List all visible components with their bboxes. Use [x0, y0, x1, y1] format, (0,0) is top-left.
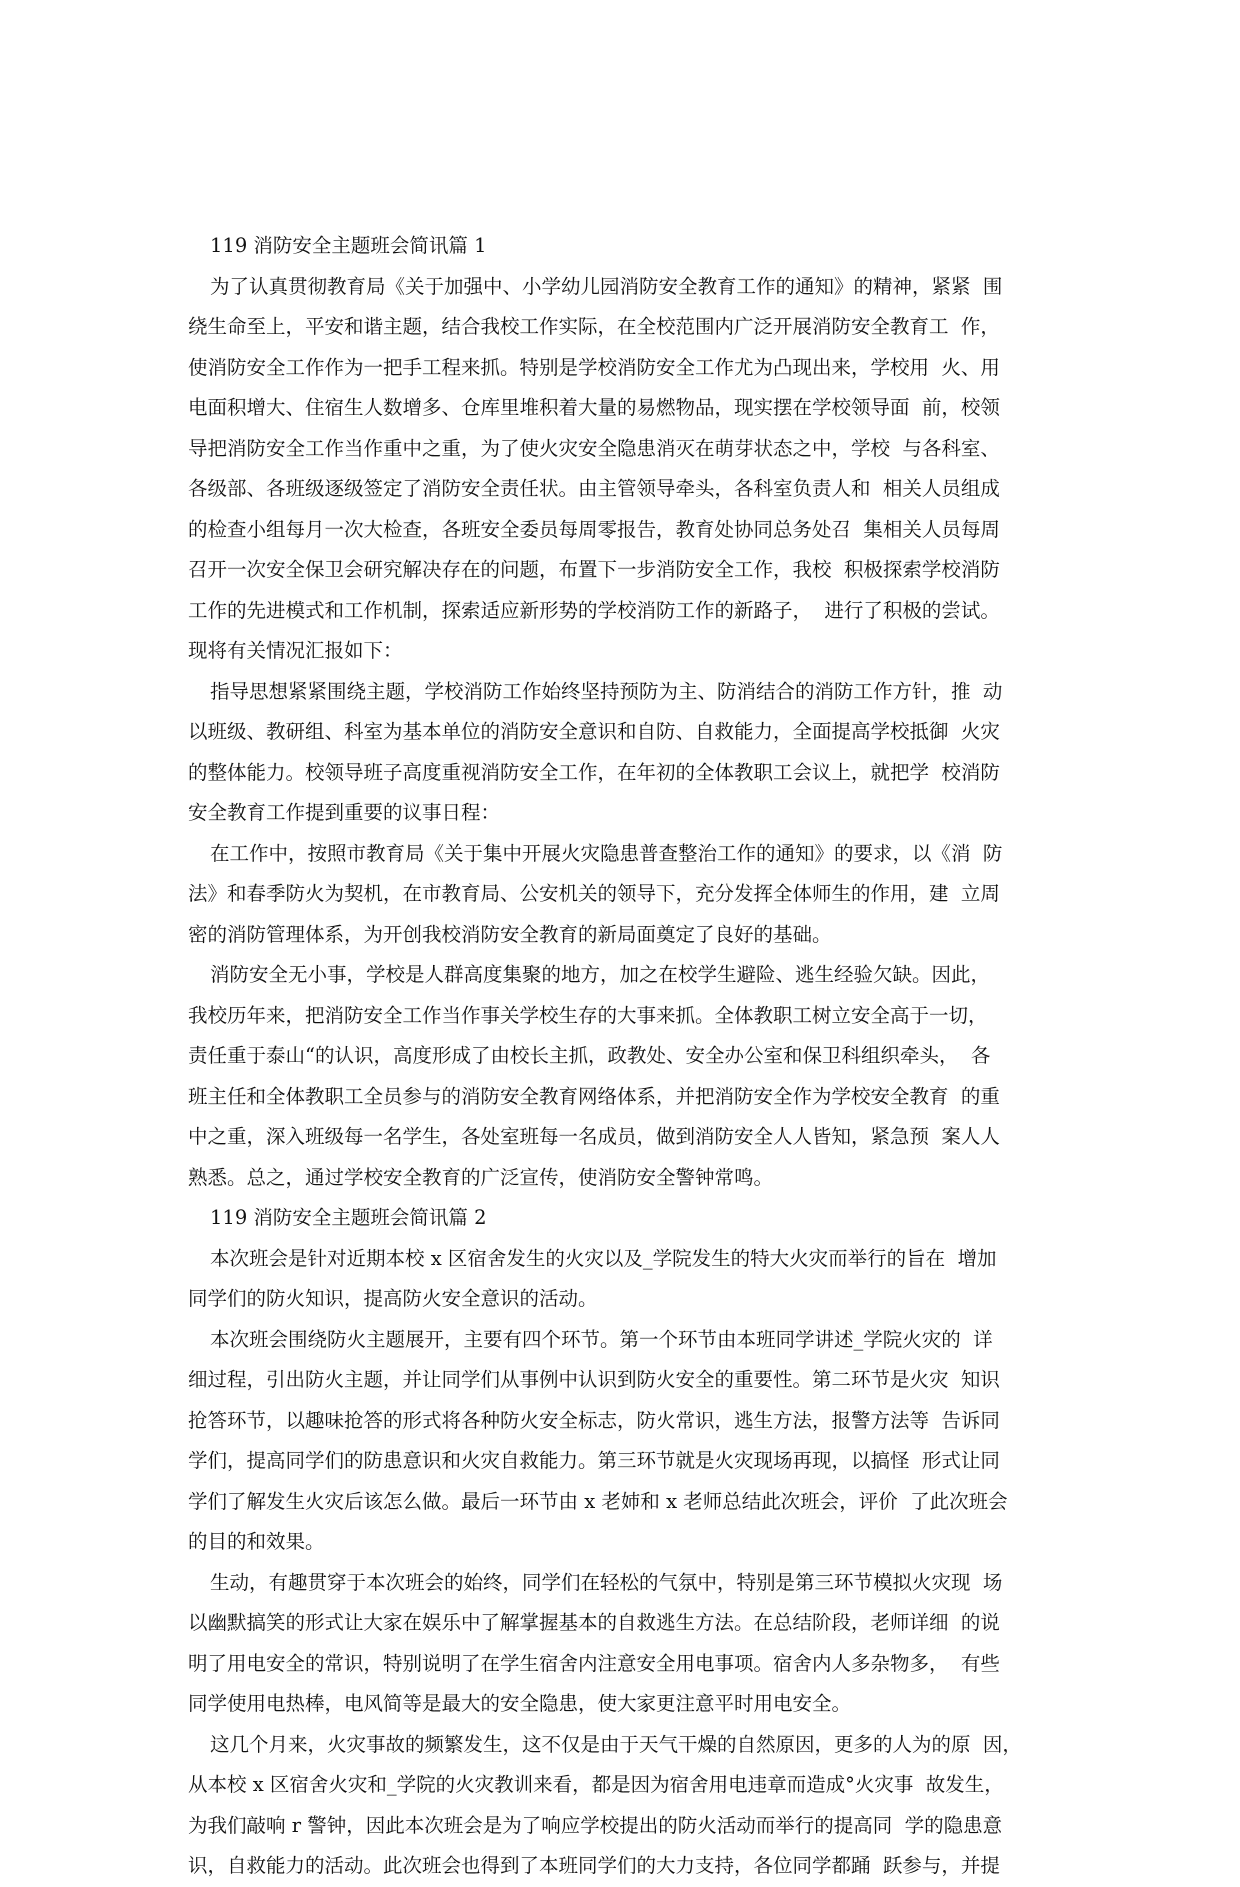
paragraph — [188, 834, 1058, 956]
paragraph — [188, 1563, 1058, 1725]
paragraph — [188, 1725, 1058, 1887]
heading-text: 119 消防安全主题班会简讯篇 2 — [210, 1206, 487, 1229]
paragraph — [188, 955, 1058, 1198]
paragraph-line: 细过程，引出防火主题，并让同学们从事例中认识到防火安全的重要性。第二环节是火灾 知识 — [188, 1368, 1000, 1391]
paragraph — [188, 1239, 1058, 1320]
paragraph-line: 本次班会是针对近期本校 x 区宿舍发生的火灾以及_学院发生的特大火灾而举行的旨在 增加 — [210, 1246, 997, 1270]
paragraph-line: 法》和春季防火为契机，在市教育局、公安机关的领导下，充分发挥全体师生的作用，建 立周 — [188, 882, 1000, 905]
paragraph-line: 识，自救能力的活动。此次班会也得到了本班同学们的大力支持，各位同学都踊 跃参与，并提 — [188, 1854, 1000, 1877]
paragraph-line: 指导思想紧紧围绕主题，学校消防工作始终坚持预防为主、防消结合的消防工作方针，推 动 — [210, 679, 1003, 703]
paragraph-line: 使消防安全工作作为一把手工程来抓。特别是学校消防安全工作尤为凸现出来，学校用 火、用 — [188, 355, 1000, 379]
paragraph-line: 责任重于泰山“的认识，高度形成了由校长主抓，政教处、安全办公室和保卫科组织牵头， 各 — [188, 1044, 991, 1067]
paragraph-line: 的目的和效果。 — [188, 1530, 325, 1553]
paragraph-line: 同学们的防火知识，提高防火安全意识的活动。 — [188, 1287, 598, 1310]
paragraph — [188, 1320, 1058, 1563]
paragraph-line: 召开一次安全保卫会研究解决存在的问题，布置下一步消防安全工作，我校 积极探索学校消防 — [188, 558, 1000, 581]
paragraph-line: 安全教育工作提到重要的议事日程： — [188, 801, 501, 824]
paragraph-line: 工作的先进模式和工作机制，探索适应新形势的学校消防工作的新路子， 进行了积极的尝试。 — [188, 598, 1000, 622]
paragraph-line: 中之重，深入班级每一名学生，各处室班每一名成员，做到消防安全人人皆知，紧急预 案人人 — [188, 1125, 1000, 1148]
paragraph-line: 熟悉。总之，通过学校安全教育的广泛宣传，使消防安全警钟常鸣。 — [188, 1165, 774, 1189]
heading-text: 119 消防安全主题班会简讯篇 1 — [210, 234, 487, 257]
paragraph-line: 这几个月来，火灾事故的频繁发生，这不仅是由于天气干燥的自然原因，更多的人为的原 因， — [210, 1732, 1022, 1756]
paragraph-line: 现将有关情况汇报如下： — [188, 639, 403, 662]
paragraph-line: 绕生命至上，平安和谐主题，结合我校工作实际，在全校范围内广泛开展消防安全教育工 作， — [188, 315, 1000, 338]
paragraph-line: 生动，有趣贯穿于本次班会的始终，同学们在轻松的气氛中，特别是第三环节模拟火灾现 场 — [210, 1570, 1003, 1594]
paragraph-line: 电面积增大、住宿生人数增多、仓库里堆积着大量的易燃物品，现实摆在学校领导面 前，校领 — [188, 396, 1000, 419]
paragraph-line: 各级部、各班级逐级签定了消防安全责任状。由主管领导牵头，各科室负责人和 相关人员组成 — [188, 477, 1000, 500]
paragraph-line: 学们，提高同学们的防患意识和火灾自救能力。第三环节就是火灾现场再现，以搞怪 形式让同 — [188, 1449, 1000, 1472]
paragraph-line: 我校历年来，把消防安全工作当作事关学校生存的大事来抓。全体教职工树立安全高于一切， — [188, 1003, 988, 1027]
paragraph-line: 同学使用电热棒，电风简等是最大的安全隐患，使大家更注意平时用电安全。 — [188, 1692, 852, 1715]
paragraph — [188, 267, 1058, 672]
paragraph-line: 明了用电安全的常识，特别说明了在学生宿舍内注意安全用电事项。宿舍内人多杂物多， 有些 — [188, 1651, 1000, 1675]
paragraph-line: 的整体能力。校领导班子高度重视消防安全工作，在年初的全体教职工会议上，就把学 校消防 — [188, 760, 1000, 784]
section-heading — [188, 1198, 1058, 1239]
paragraph-line: 密的消防管理体系，为开创我校消防安全教育的新局面奠定了良好的基础。 — [188, 922, 832, 946]
paragraph — [188, 672, 1058, 834]
section-heading — [188, 226, 1058, 267]
paragraph-line: 为我们敲响 r 警钟，因此本次班会是为了响应学校提出的防火活动而举行的提高同 学的隐患意 — [188, 1813, 1003, 1837]
paragraph-line: 抢答环节，以趣味抢答的形式将各种防火安全标志，防火常识，逃生方法，报警方法等 告诉同 — [188, 1408, 1000, 1432]
paragraph-line: 为了认真贯彻教育局《关于加强中、小学幼儿园消防安全教育工作的通知》的精神，紧紧 围 — [210, 274, 1003, 298]
paragraph-line: 从本校 x 区宿舍火灾和_学院的火灾教训来看，都是因为宿舍用电违章而造成°火灾事 故发生， — [188, 1773, 1004, 1796]
paragraph-line: 以班级、教研组、科室为基本单位的消防安全意识和自防、自救能力，全面提高学校抵御 火灾 — [188, 720, 1000, 743]
paragraph-line: 导把消防安全工作当作重中之重，为了使火灾安全隐患消灭在萌芽状态之中，学校 与各科室、 — [188, 436, 1000, 460]
paragraph-line: 以幽默搞笑的形式让大家在娱乐中了解掌握基本的自救逃生方法。在总结阶段，老师详细 的说 — [188, 1611, 1000, 1634]
paragraph-line: 本次班会围绕防火主题展开，主要有四个环节。第一个环节由本班同学讲述_学院火灾的 详 — [210, 1327, 993, 1351]
paragraph-line: 的检查小组每月一次大检查，各班安全委员每周零报告，教育处协同总务处召 集相关人员每周 — [188, 517, 1000, 541]
paragraph-line: 在工作中，按照市教育局《关于集中开展火灾隐患普查整治工作的通知》的要求，以《消 防 — [210, 841, 1003, 865]
paragraph-line: 班主任和全体教职工全员参与的消防安全教育网络体系，并把消防安全作为学校安全教育 的重 — [188, 1084, 1000, 1108]
document-page — [188, 226, 1058, 1887]
paragraph-line: 消防安全无小事，学校是人群高度集聚的地方，加之在校学生避险、逃生经验欠缺。因此， — [210, 963, 991, 986]
paragraph-line: 学们了解发生火灾后该怎么做。最后一环节由 x 老姉和 x 老师总结此次班会，评价 了此次班会 — [188, 1489, 1008, 1513]
